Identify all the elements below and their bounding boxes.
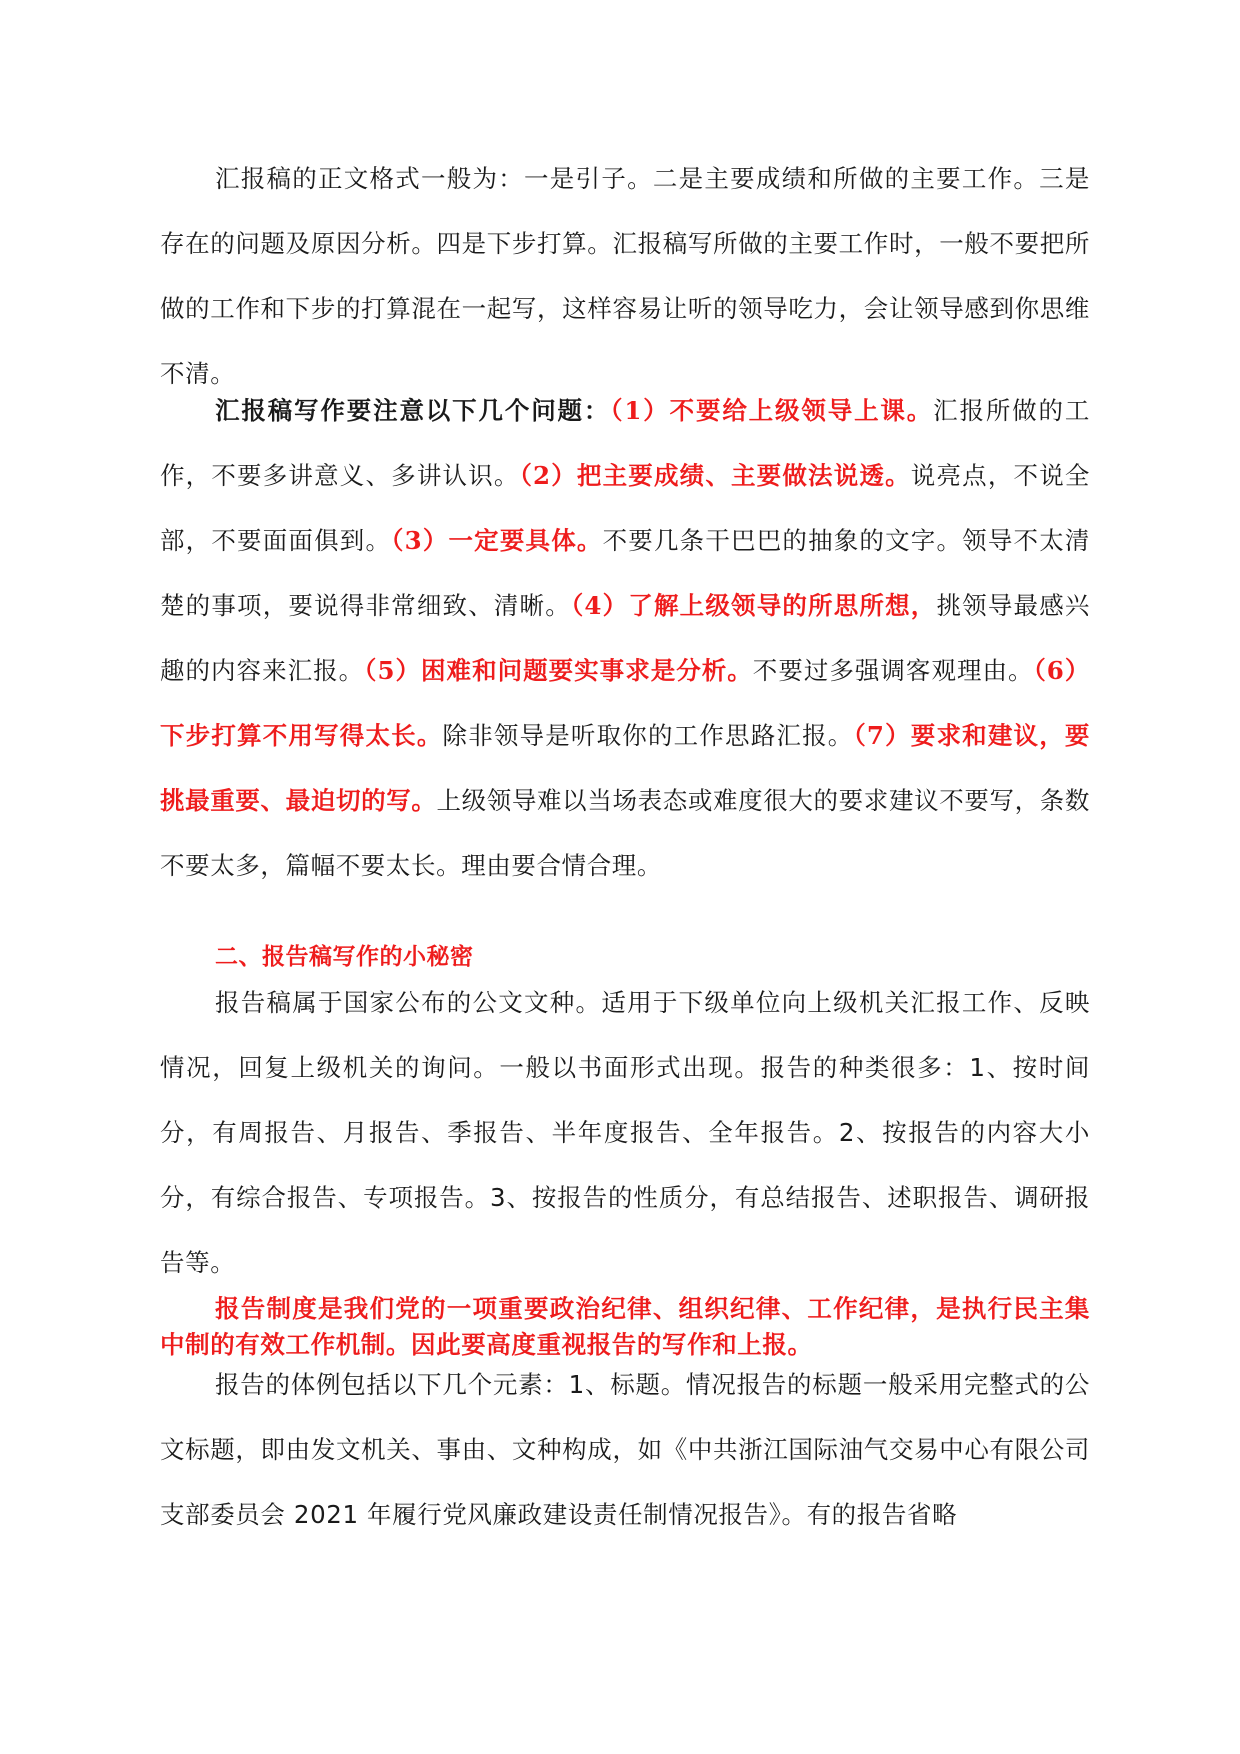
tips-lead: 汇报稿写作要注意以下几个问题： [215, 396, 611, 425]
tip-6-body: 除非领导是听取你的工作思路汇报。 [442, 721, 854, 750]
tip-2-body: 说亮点，不说全部，不要面面俱到。 [160, 461, 1090, 555]
paragraph-writing-tips [160, 378, 1090, 898]
tip-4-body: 挑领导最感兴趣的内容来汇报。 [160, 591, 1090, 685]
paragraph-report-format: 汇报稿的正文格式一般为：一是引子。二是主要成绩和所做的主要工作。三是存在的问题及原因分析。四是下步打算。汇报稿写所做的主要工作时，一般不要把所做的工作和下步的打算混在一起写，这样容易让听的领导吃力，会让领导感到你思维不清。 [160, 164, 1090, 388]
tip-5-body: 不要过多强调客观理由。 [752, 656, 1034, 685]
tip-2-heading: （2）把主要成绩、主要做法说透。 [519, 461, 911, 490]
tip-6-heading: （6）下步打算不用写得太长。 [160, 656, 1090, 750]
tip-7-body: 上级领导难以当场表态或难度很大的要求建议不要写，条数不要太多，篇幅不要太长。理由要合情合理。 [160, 786, 1090, 880]
tip-1-heading: （1）不要给上级领导上课。 [610, 396, 934, 425]
section-heading-report-secrets: 二、报告稿写作的小秘密 [215, 943, 474, 970]
paragraph-report-structure: 报告的体例包括以下几个元素：1、标题。情况报告的标题一般采用完整式的公文标题，即由发文机关、事由、文种构成，如《中共浙江国际油气交易中心有限公司支部委员会 2021 年履行党风廉政建设责任制情况报告》。有的报告省略 [160, 1370, 1090, 1529]
tip-4-heading: （4）了解上级领导的所思所想， [570, 591, 937, 620]
tip-3-heading: （3）一定要具体。 [391, 526, 603, 555]
tip-5-heading: （5）困难和问题要实事求是分析。 [364, 656, 753, 685]
paragraph-report-system-emphasis: 报告制度是我们党的一项重要政治纪律、组织纪律、工作纪律，是执行民主集中制的有效工作机制。因此要高度重视报告的写作和上报。 [160, 1294, 1090, 1359]
tip-3-body: 不要几条干巴巴的抽象的文字。领导不太清楚的事项，要说得非常细致、清晰。 [160, 526, 1090, 620]
paragraph-report-definition: 报告稿属于国家公布的公文文种。适用于下级单位向上级机关汇报工作、反映情况，回复上级机关的询问。一般以书面形式出现。报告的种类很多：1、按时间分，有周报告、月报告、季报告、半年度报告、全年报告。2、按报告的内容大小分，有综合报告、专项报告。3、按报告的性质分，有总结报告、述职报告、调研报告等。 [160, 988, 1090, 1277]
tip-1-body: 汇报所做的工作，不要多讲意义、多讲认识。 [160, 396, 1090, 490]
tip-7-heading: （7）要求和建议，要挑最重要、最迫切的写。 [160, 721, 1090, 815]
